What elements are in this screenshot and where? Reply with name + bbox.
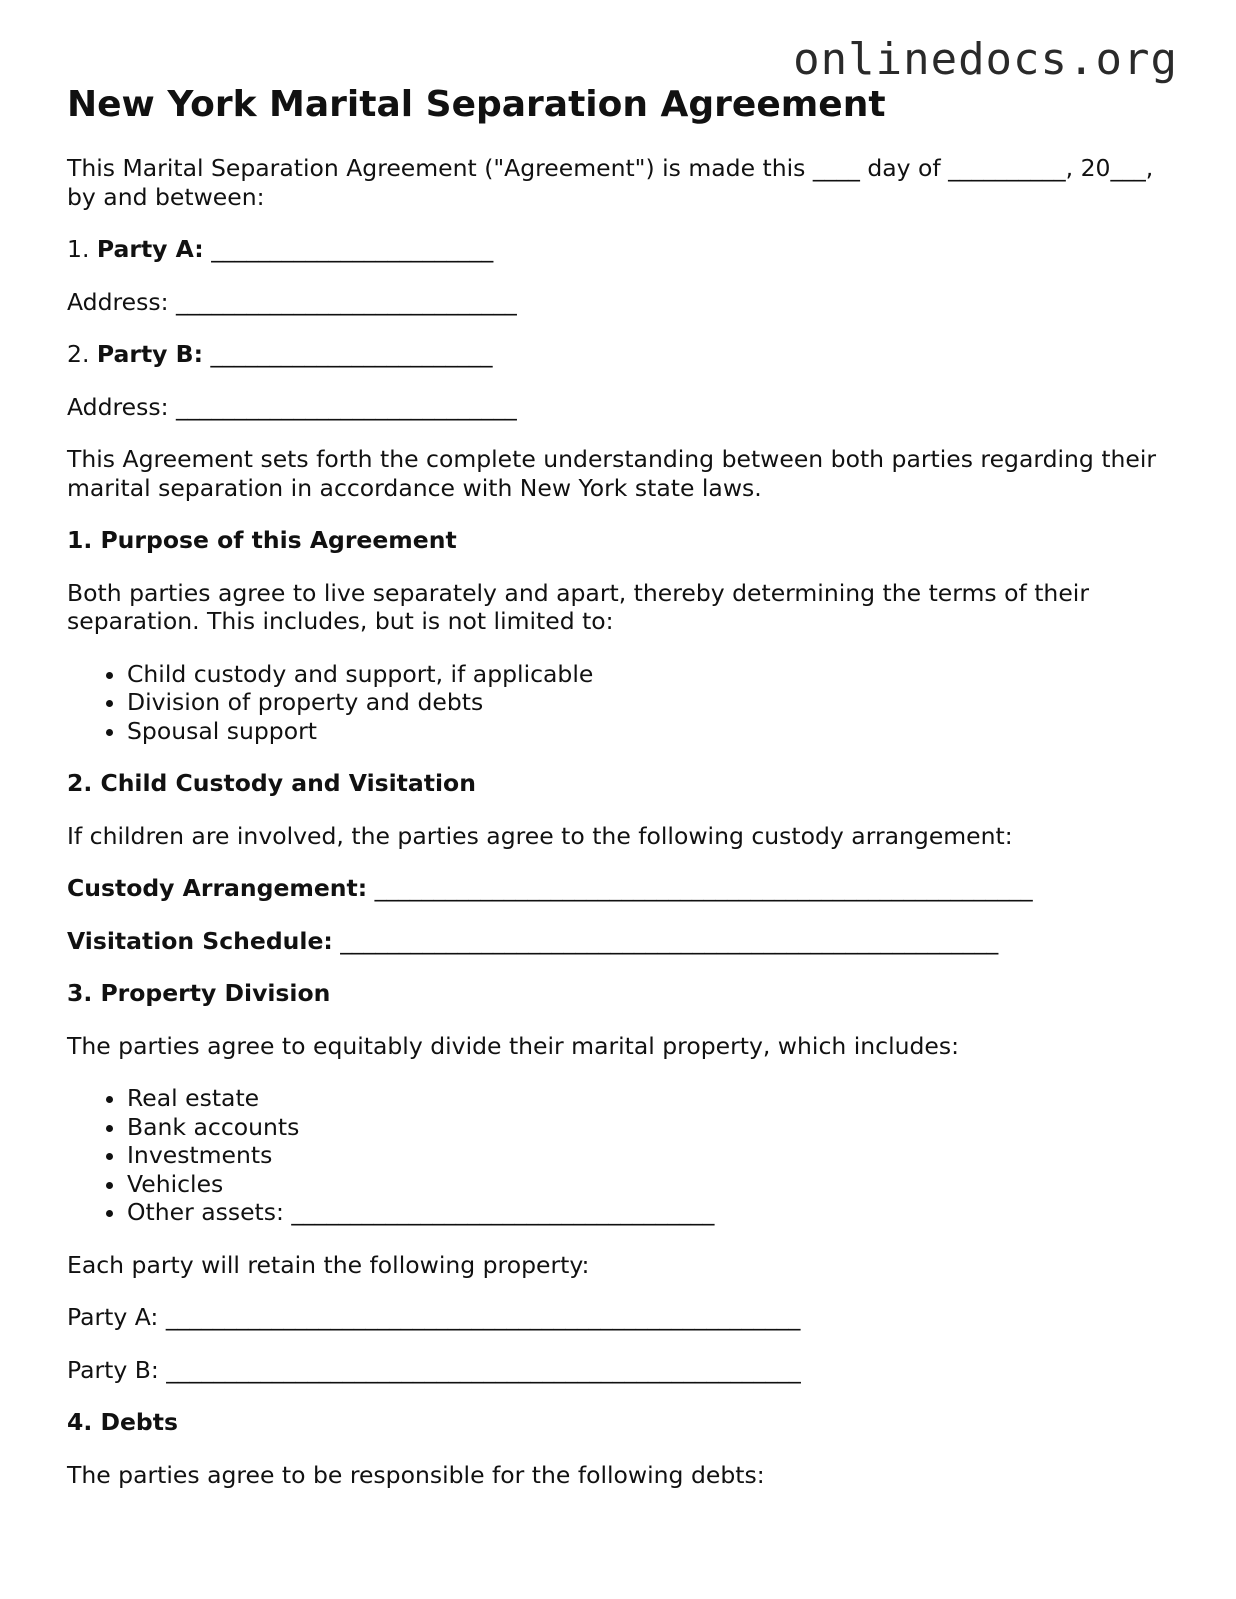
party-b-label: Party B:	[96, 340, 203, 368]
visitation-schedule-line	[67, 927, 1177, 956]
party-a-number: 1.	[67, 235, 90, 263]
list-item: • Spousal support	[127, 717, 1177, 746]
list-item: • Division of property and debts	[127, 688, 1177, 717]
party-b-property-line: Party B: ______________________________________________________	[67, 1355, 801, 1384]
intro-paragraph: This Marital Separation Agreement ("Agreement") is made this ____ day of __________, 20___, by and between:	[67, 154, 1154, 211]
list-item: • Real estate	[127, 1084, 1177, 1113]
list-item: • Child custody and support, if applicable	[127, 660, 1177, 689]
custody-arrangement-blank: ________________________________________________________	[374, 874, 1033, 902]
watermark-logo: onlinedocs.org	[793, 34, 1178, 85]
summary-paragraph: This Agreement sets forth the complete understanding between both parties regarding their marital separation in accordance with New York state laws.	[67, 445, 1157, 502]
party-b-address: Address: _____________________________	[67, 392, 517, 421]
list-item: • Other assets: ____________________________________	[127, 1198, 1177, 1227]
party-b-name-blank: ________________________	[210, 340, 493, 368]
section-2-heading: 2. Child Custody and Visitation	[67, 769, 476, 797]
custody-arrangement-line	[67, 874, 1177, 903]
section-3-text: The parties agree to equitably divide their marital property, which includes:	[67, 1031, 960, 1060]
retain-property-text: Each party will retain the following property:	[67, 1250, 590, 1279]
section-4-text: The parties agree to be responsible for the following debts:	[67, 1460, 765, 1489]
section-3-list	[67, 1084, 1177, 1227]
party-a-name-blank: ________________________	[211, 235, 494, 263]
party-a-property-line: Party A: ______________________________________________________	[67, 1303, 801, 1331]
party-a-line	[67, 235, 1177, 264]
section-1-list	[67, 660, 1177, 746]
party-a-address: Address: _____________________________	[67, 287, 517, 316]
custody-arrangement-label: Custody Arrangement:	[67, 874, 368, 902]
party-b-number: 2.	[67, 340, 90, 368]
section-1-text: Both parties agree to live separately and apart, thereby determining the terms of their separation. This includes, but is not limited to:	[67, 578, 1089, 635]
list-item: • Bank accounts	[127, 1113, 1177, 1142]
party-a-label: Party A:	[96, 235, 204, 263]
document-page	[67, 82, 1177, 1513]
visitation-schedule-label: Visitation Schedule:	[67, 926, 333, 955]
section-3-heading: 3. Property Division	[67, 979, 331, 1007]
section-4-heading: 4. Debts	[67, 1408, 178, 1436]
document-title: New York Marital Separation Agreement	[67, 84, 886, 125]
visitation-schedule-blank: ________________________________________________________	[340, 926, 999, 955]
list-item: • Investments	[127, 1141, 1177, 1170]
list-item: • Vehicles	[127, 1170, 1177, 1199]
section-1-heading: 1. Purpose of this Agreement	[67, 526, 457, 554]
party-b-line	[67, 340, 1177, 369]
section-2-text: If children are involved, the parties agree to the following custody arrangement:	[67, 821, 1013, 850]
